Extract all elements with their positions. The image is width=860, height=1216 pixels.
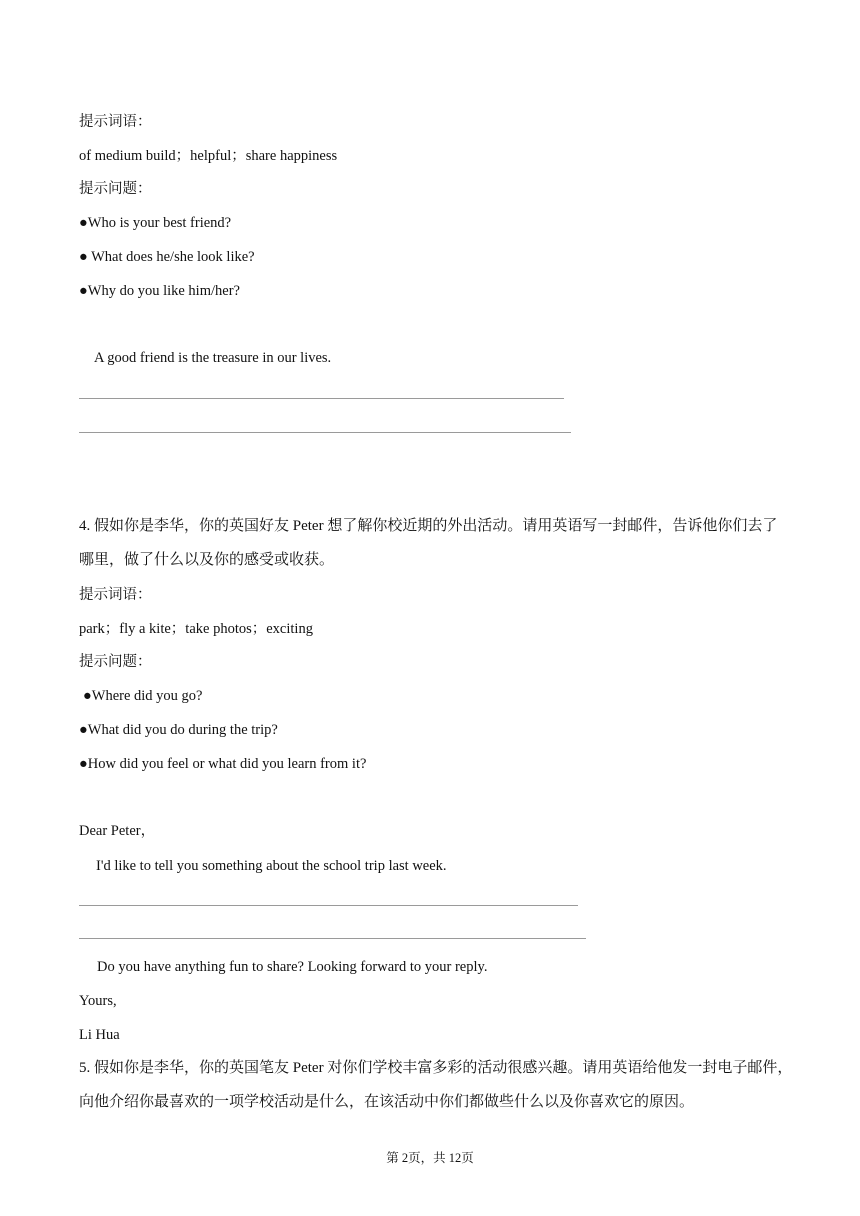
q4-hint-words: park；fly a kite；take photos；exciting: [79, 621, 313, 637]
q4-answer-line-1: [79, 905, 578, 906]
q4-question-2: ●What did you do during the trip?: [79, 722, 278, 738]
q3-answer-line-1: [79, 398, 564, 399]
q4-closing-sentence: Do you have anything fun to share? Looking forward to your reply.: [97, 959, 488, 975]
q3-opening-sentence: A good friend is the treasure in our lives.: [94, 350, 332, 366]
q3-question-2: ● What does he/she look like?: [79, 249, 255, 265]
q4-prompt-line-1: 4. 假如你是李华，你的英国好友 Peter 想了解你校近期的外出活动。请用英语写一封邮件，告诉他你们去了: [79, 518, 778, 534]
q4-opening-sentence: I'd like to tell you something about the school trip last week.: [96, 858, 447, 874]
q4-question-3: ●How did you feel or what did you learn from it?: [79, 756, 367, 772]
q3-answer-line-2: [79, 432, 571, 433]
q3-hint-questions-label: 提示问题：: [79, 181, 152, 197]
q3-question-3: ●Why do you like him/her?: [79, 283, 240, 299]
q4-question-1: ●Where did you go?: [83, 688, 203, 704]
q4-signoff: Yours,: [79, 993, 117, 1009]
q3-hint-words: of medium build；helpful；share happiness: [79, 148, 338, 164]
q4-greeting: Dear Peter，: [79, 823, 156, 839]
q4-hint-questions-label: 提示问题：: [79, 654, 152, 670]
q3-question-1: ●Who is your best friend?: [79, 215, 232, 231]
q3-hint-words-label: 提示词语：: [79, 114, 152, 130]
q5-prompt-line-2: 向他介绍你最喜欢的一项学校活动是什么，在该活动中你们都做些什么以及你喜欢它的原因。: [79, 1094, 695, 1110]
q5-prompt-line-1: 5. 假如你是李华，你的英国笔友 Peter 对你们学校丰富多彩的活动很感兴趣。请用英语给他发一封电子邮件，: [79, 1060, 793, 1076]
q4-answer-line-2: [79, 938, 586, 939]
q4-signature: Li Hua: [79, 1027, 120, 1043]
page-indicator: 第 2页，共 12页: [386, 1151, 474, 1165]
q4-hint-words-label: 提示词语：: [79, 587, 152, 603]
q4-prompt-line-2: 哪里，做了什么以及你的感受或收获。: [79, 552, 335, 568]
